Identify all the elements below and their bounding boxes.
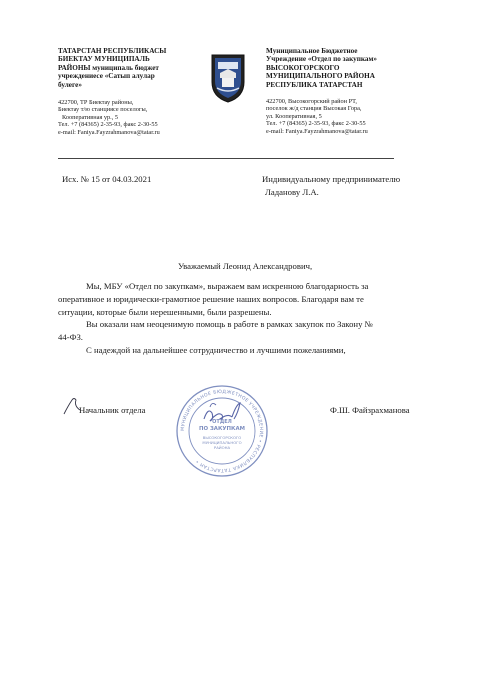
header-left-address-line: Тел. +7 (84365) 2-35-93, факс 2-30-55 (58, 121, 158, 129)
header-right (266, 47, 416, 135)
stamp-seal-icon (174, 383, 270, 479)
header-left-address-line: Биектау т/ю станциясе поселогы, (58, 106, 148, 114)
header-left-org-line: РАЙОНЫ муниципаль бюджет (58, 63, 159, 72)
header-left-org-line: булеге» (58, 80, 82, 89)
header-divider (58, 158, 394, 159)
header-right-address-line: e-mail: Faniya.Fayzrahmanova@tatar.ru (266, 127, 368, 135)
svg-text:ОТДЕЛ: ОТДЕЛ (212, 419, 232, 425)
header-right-org-line: МУНИЦИПАЛЬНОГО РАЙОНА (266, 72, 375, 81)
header-right-address-line: ул. Кооперативная, 5 (266, 112, 322, 120)
header-left-org (58, 47, 208, 89)
official-stamp (174, 383, 270, 479)
salutation: Уважаемый Леонид Александрович, (178, 261, 313, 271)
header-right-org-line: ВЫСОКОГОРСКОГО (266, 63, 340, 72)
svg-text:ПО ЗАКУПКАМ: ПО ЗАКУПКАМ (199, 426, 245, 432)
header-left-address-line: Кооперативная ур., 5 (62, 113, 119, 121)
body-line: оперативное и юридически-грамотное решение наших вопросов. Благодаря вам те (58, 293, 364, 304)
header-right-address (266, 98, 416, 135)
header-right-address-line: Тел. +7 (84365) 2-35-93, факс 2-30-55 (266, 120, 366, 128)
header-left-org-line: БИЕКТАУ МУНИЦИПАЛЬ (58, 55, 150, 64)
body-line: Вы оказали нам неоценимую помощь в работе в рамках закупок по Закону № (86, 319, 373, 330)
svg-text:РАЙОНА: РАЙОНА (213, 445, 231, 450)
body-line: С надеждой на дальнейшее сотрудничество и лучшими пожеланиями, (86, 344, 346, 355)
coat-of-arms-emblem (208, 52, 248, 104)
outgoing-reference: Исх. № 15 от 04.03.2021 (62, 174, 152, 184)
header-left-address-line: 422700, ТР Биектау районы, (58, 99, 134, 107)
header-left (58, 47, 208, 136)
header-right-org-line: Учреждение «Отдел по закупкам» (266, 55, 378, 64)
body-line: ситуации, которые были нерешенными, были разрешены. (58, 306, 272, 317)
addressee-line: Индивидуальному предпринимателю (262, 174, 401, 184)
body-line: 44-ФЗ. (58, 332, 83, 343)
header-left-org-line: ТАТАРСТАН РЕСПУБЛИКАСЫ (58, 47, 167, 55)
header-right-org-line: РЕСПУБЛИКА ТАТАРСТАН (266, 80, 363, 89)
header-right-org (266, 47, 416, 89)
signatory-position: Начальник отдела (79, 405, 146, 415)
header-left-address-line: e-mail: Faniya.Fayzrahmanova@tatar.ru (58, 128, 160, 136)
header-left-address (58, 99, 208, 136)
addressee-line: Ладанову Л.А. (265, 186, 319, 197)
header-right-address-line: 422700, Высокогорский район РТ, (266, 98, 357, 106)
header-right-address-line: поселок ж/д станция Высокая Гора, (266, 105, 362, 113)
svg-text:МУНИЦИПАЛЬНОЕ БЮДЖЕТНОЕ УЧРЕЖД: МУНИЦИПАЛЬНОЕ БЮДЖЕТНОЕ УЧРЕЖДЕНИЕ • РЕСПУБЛИКА ТАТАРСТАН • (180, 389, 264, 473)
svg-text:МУНИЦИПАЛЬНОГО: МУНИЦИПАЛЬНОГО (202, 440, 242, 445)
coat-of-arms-icon (208, 52, 248, 104)
svg-text:ВЫСОКОГОРСКОГО: ВЫСОКОГОРСКОГО (202, 435, 242, 440)
letter-body (58, 280, 413, 357)
pen-mark (62, 394, 84, 416)
addressee (262, 173, 400, 199)
header-left-org-line: учреждениесе «Сатып алулар (58, 72, 155, 81)
signatory-name: Ф.Ш. Файзрахманова (330, 405, 410, 415)
pen-stroke-icon (62, 394, 84, 416)
body-line: Мы, МБУ «Отдел по закупкам», выражаем вам искренною благодарность за (86, 281, 369, 291)
header-right-org-line: Муниципальное Бюджетное (266, 47, 358, 55)
